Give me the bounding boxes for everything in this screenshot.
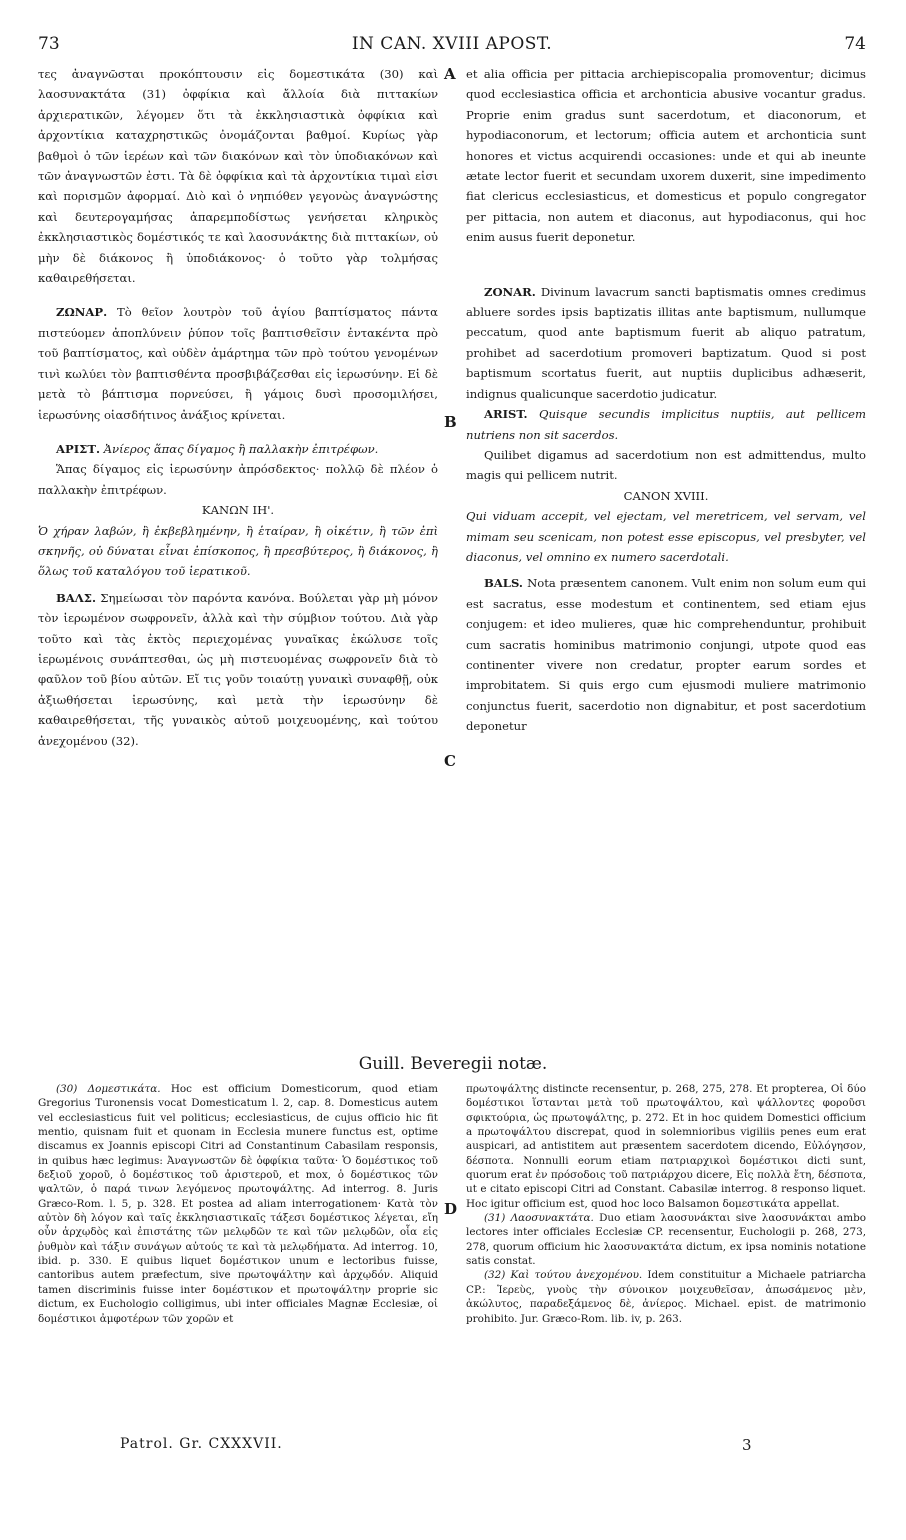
column-marker-c: C (444, 752, 456, 770)
note-32-text: Idem constituitur a Michaele patriarcha CP.: Ἱερεὺς, γνοὺς τὴν σύνοικον μοιχευθεῖσαν, ἀπωσάμενος μὲν, ἀκώλυτος, παραδεξάμενος δὲ, ἀνίερος. Michael. epist. de matrimonio prohibito. Jur. Græco-Rom. lib. iv, p. 263. (466, 1269, 866, 1325)
greek-column (38, 64, 438, 751)
footer-signature: Patrol. Gr. CXXXVII. (120, 1436, 283, 1452)
note-30-text: Hoc est officium Domesticorum, quod etiam Gregorius Turonensis vocat Domesticatum l. 2, cap. 8. Domesticus autem vel ecclesiasticus fuit vel politicus; ecclesiasticus, de cujus officio hic fit mentio, quisnam fuit et quonam in Ecclesia munere functus est, optime discamus ex Joannis episcopi Citri ad Constantinum Cabasilam responsis, in quibus hæc legimus: Ἀναγνωστῶν δὲ ὀφφίκια ταῦτα· Ὁ δομέστικος τοῦ δεξιοῦ χοροῦ, ὁ δομέστικος τοῦ ἀριστεροῦ, et mox, ὁ δομέστικος τῶν ψαλτῶν, ὁ παρά τινων λεγόμενος πρωτοψάλτης. Ad interrog. 8. Juris Græco-Rom. l. 5, p. 328. Et postea ad aliam interrogationem· Κατὰ τὸν αὐτὸν δὴ λόγον καὶ ταῖς ἐκκλησιαστικαῖς τάξεσι δομέστικος λέγεται, εἴη οὖν ἀρχῳδὸς καὶ ἐπιστάτης τῶν μελῳδῶν τε καὶ τῶν μελῳδῶν, οἷα εἰς ῥυθμὸν καὶ τάξιν συνάγων αὐτούς τε καὶ τὰ μελῳδήματα. Ad interrog. 10, ibid. p. 330. E quibus liquet δομέστικον unum e lectoribus fuisse, cantoribus autem præfectum, sive πρωτοψάλτην καὶ ἀρχῳδόν. Aliquid tamen discriminis fuisse inter δομέστικον et πρωτοψάλτην proprie sic dictum, ex Euchologio colligimus, ubi inter officiales Magnæ Ecclesiæ, οἱ δομέστικοι ἀμφοτέρων τῶν χορῶν et (38, 1083, 438, 1325)
latin-zonaras-label: ZONAR. (484, 284, 536, 299)
notes-left-column (38, 1082, 438, 1326)
column-marker-b: B (444, 413, 457, 431)
greek-canon-text: Ὁ χήραν λαβών, ἢ ἐκβεβλημένην, ἢ ἑταίραν, ἢ οἰκέτιν, ἢ τῶν ἐπὶ σκηνῆς, οὐ δύναται εἶναι ἐπίσκοπος, ἢ πρεσβύτερος, ἢ διάκονος, ἢ ὅλως τοῦ καταλόγου τοῦ ἱερατικοῦ. (38, 523, 438, 579)
page-header (38, 34, 866, 60)
latin-zonaras-text: Divinum lavacrum sancti baptismatis omnes credimus abluere sordes ipsis baptizatis illitas ante baptismum, nullumque peccatum, quod ante baptismum fuerit ab aliquo patratum, prohibet ad sacerdotium promoveri baptizatum. Quod si post baptismum scortatus fuerit, aut nuptiis duplicibus adhæserit, indignus qualicunque sacerdotio judicatur. (466, 284, 866, 401)
latin-canon-text: Qui viduam accepit, vel ejectam, vel meretricem, vel servam, vel mimam seu scenicam, non potest esse episcopus, vel presbyter, vel diaconus, vel omnino ex numero sacerdotali. (466, 509, 866, 564)
page-number-right: 74 (844, 34, 866, 54)
latin-balsamon-text: Nota præsentem canonem. Vult enim non solum eum qui est sacratus, esse modestum et continentem, sed etiam ejus conjugem: et ideo mulieres, quæ hic comprehenduntur, prohibuit cum sacratis hominibus matrimonio conjungi, utpote quod eas continenter vivere non credatur, propter earum sordes et improbitatem. Si quis ergo cum ejusmodi muliere matrimonio conjunctus fuerit, sacerdotio non dignabitur, et post sacerdotium deponetur (466, 576, 866, 734)
notes-right-column (466, 1082, 866, 1326)
greek-intro-paragraph: τες ἀναγνῶσται προκόπτουσιν εἰς δομεστικάτα (30) καὶ λαοσυνακτάτα (31) ὀφφίκια καὶ ἄλλοία διὰ πιττακίων ἀρχιερατικῶν, λέγομεν ὅτι τὰ ἐκκλησιαστικὰ ὀφφίκια καὶ ἀρχοντίκια καταχρηστικῶς ὀνομάζονται βαθμοί. Κυρίως γὰρ βαθμοὶ ὁ τῶν ἱερέων καὶ τῶν διακόνων καὶ τὸν ὑποδιακόνων καὶ τῶν ἀναγνωστῶν ἐστι. Τὰ δὲ ὀφφίκια καὶ τὰ ἀρχοντίκια τιμαὶ εἰσι καὶ πορισμῶν ἀφορμαί. Διὸ καὶ ὁ νηπιόθεν γεγονὼς ἀναγνώστης καὶ δευτερογαμήσας ἀπαρεμποδίστως γενήσεται κληρικὸς ἐκκλησιαστικὸς δομέστικός τε καὶ λαοσυνάκτης διὰ πιττακίων, οὐ μὴν δὲ διάκονος ἢ ὑποδιάκονος· ὁ τοῦτο γὰρ τολμήσας καθαιρεθήσεται. (38, 67, 438, 286)
column-marker-a: A (444, 65, 456, 83)
latin-intro-paragraph: et alia officia per pittacia archiepiscopalia promoventur; dicimus quod ecclesiastica officia et archonticia abusive vocantur gradus. Proprie enim gradus sunt sacerdotum, et diaconorum, et hypodiaconorum, et lectorum; officia autem et archonticia sunt honores et victus acquirendi occasiones: unde et qui ab ineunte ætate lector fuerit et secundam uxorem duxerit, sine impedimento fiat clericus ecclesiasticus, et domesticus et populo congregator per pittacia, non autem et diaconus, aut hypodiaconus, qui hoc enim ausus fuerit deponetur. (466, 67, 866, 245)
note-31-label: (31) Λαοσυνακτάτα. (484, 1212, 594, 1225)
greek-aristenus-label: ΑΡΙΣΤ. (56, 441, 100, 456)
latin-aristenus-heading (466, 404, 866, 445)
footer-sheet-number: 3 (742, 1436, 752, 1454)
greek-zonaras-text: Τὸ θεῖον λουτρὸν τοῦ ἁγίου βαπτίσματος πάντα πιστεύομεν ἀποπλύνειν ῥύπον τοῖς βαπτισθεῖσιν ἐντακέντα πρὸ τοῦ βαπτίσματος, καὶ οὐδὲν ἁμάρτημα τῶν πρὸ τούτου γενομένων τινὶ κωλύει τὸν βαπτισθέντα προσβιβάζεσθαι εἰς ἱερωσύνην. Εἰ δὲ μετὰ τὸ βάπτισμα πορνεύσει, ἢ γάμοις δυσὶ προσομιλήσει, ἱερωσύνης οἱασδήτινος ἀνάξιος κρίνεται. (38, 305, 439, 422)
notes-title: Guill. Beveregii notæ. (358, 1054, 548, 1074)
greek-zonaras-paragraph (38, 302, 438, 424)
latin-zonaras-paragraph (466, 282, 866, 404)
greek-zonaras-label: ΖΩΝΑΡ. (56, 305, 108, 320)
greek-balsamon-text: Σημείωσαι τὸν παρόντα κανόνα. Βούλεται γὰρ μὴ μόνον τὸν ἱερωμένον σωφρονεῖν, ἀλλὰ καὶ τὴν σύμβιον τούτου. Διὰ γὰρ τοῦτο καὶ τὰς ἐκτὸς περιεχομένας γυναῖκας ἐκώλυσε τοῖς ἱερωμένοις συνάπτεσθαι, ὡς μὴ πιστευομένας σωφρονεῖν διὰ τὸ φαῦλον τοῦ βίου αὐτῶν. Εἴ τις γοῦν τοιαύτῃ γυναικὶ συναφθῇ, οὐκ ἀξιωθήσεται ἱερωσύνης, καὶ μετὰ τὴν ἱερωσύνην δὲ καθαιρεθήσεται, τῆς γυναικὸς αὐτοῦ μοιχευομένης, καὶ τούτου ἀνεχομένου (32). (38, 590, 438, 748)
page-number-left: 73 (38, 34, 60, 54)
note-30-label: (30) Δομεστικάτα. (56, 1083, 161, 1095)
latin-aristenus-label: ARIST. (484, 407, 528, 422)
latin-aristenus-title: Quisque secundis implicitus nuptiis, aut pellicem nutriens non sit sacerdos. (466, 407, 867, 442)
latin-column (466, 64, 866, 737)
note-30-continued: πρωτοψάλτης distincte recensentur, p. 268, 275, 278. Et propterea, Οἱ δύο δομέστικοι ἵστανται μετὰ τοῦ πρωτοψάλτου, καὶ ψάλλοντες φοροῦσι σφικτούρια, ὡς πρωτοψάλτης, p. 272. Et in hoc quidem Domestici officium a πρωτοψάλτου discrepat, quod in solemnioribus vigiliis penes eum erat auspicari, ad antistitem aut præsentem sacerdotem dicendo, Εὐλόγησον, δέσποτα. Nonnulli eorum etiam πατριαρχικοὶ δομέστικοι dicti sunt, quorum erat ἐν πρόσοδοις τοῦ πατριάρχου dicere, Εἰς πολλὰ ἔτη, δέσποτα, ut e citato episcopi Citri ad Constant. Cabasilæ interrog. 8 responso liquet. Hoc igitur officium est, quod hoc loco Balsamon δομεστικάτα appellat. (466, 1083, 866, 1210)
note-30 (38, 1082, 438, 1326)
greek-balsamon-label: ΒΑΛΣ. (56, 590, 97, 605)
column-marker-d: D (444, 1200, 458, 1218)
latin-balsamon-paragraph (466, 573, 866, 736)
greek-balsamon-paragraph (38, 588, 438, 751)
note-32 (466, 1268, 866, 1325)
greek-aristenus-text: Ἅπας δίγαμος εἰς ἱερωσύνην ἀπρόσδεκτος· πολλῷ δὲ πλέον ὁ παλλακὴν ἐπιτρέφων. (38, 462, 438, 497)
greek-canon-title: ΚΑΝΩΝ ΙΗ'. (201, 503, 275, 518)
greek-aristenus-heading (38, 439, 438, 459)
latin-aristenus-text: Quilibet digamus ad sacerdotium non est admittendus, multo magis qui pellicem nutrit. (466, 447, 866, 483)
note-32-label: (32) Καὶ τούτου ἀνεχομένου. (484, 1269, 643, 1282)
greek-aristenus-title: Ἀνίερος ἅπας δίγαμος ἢ παλλακὴν ἐπιτρέφων. (103, 441, 379, 456)
running-title: IN CAN. XVIII APOST. (351, 34, 553, 54)
note-31 (466, 1211, 866, 1268)
latin-canon-title: CANON XVIII. (623, 488, 709, 503)
latin-balsamon-label: BALS. (484, 576, 523, 591)
note-31-text: Duo etiam λαοσυνάκται sive λαοσυνάκται ambo lectores inter officiales Ecclesiæ CP. recensentur, Euchologii p. 268, 273, 278, quorum officium hic λαοσυνακτάτα dictum, ex ipsa nominis notatione satis constat. (466, 1212, 866, 1268)
